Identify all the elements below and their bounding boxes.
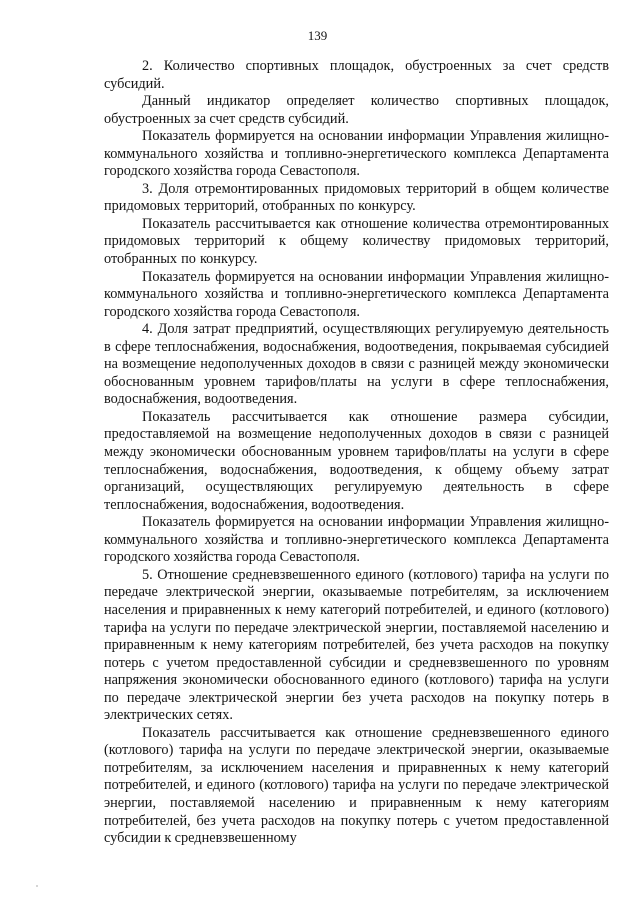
indicator-5-calculation: Показатель рассчитывается как отношение средневзвешенного единого (котлового) тарифа на услуги по передаче электрической энергии, оказываемые потребителям, за исключением населения и приравненных к нему категорий потребителей, и единого (котлового) тарифа на услуги по передаче электрической энергии, поставляемой населению и приравненным к нему категориям потребителей, без учета расходов на покупку потерь с учетом предоставленной субсидии к средневзвешенному bbox=[104, 724, 609, 847]
document-body bbox=[104, 58, 609, 848]
indicator-3-source: Показатель формируется на основании информации Управления жилищно-коммунального хозяйства и топливно-энергетического комплекса Департамента городского хозяйства города Севастополя. bbox=[104, 268, 609, 320]
page-number: 139 bbox=[307, 28, 328, 43]
indicator-2-title: 2. Количество спортивных площадок, обустроенных за счет средств субсидий. bbox=[104, 58, 609, 92]
indicator-2-source: Показатель формируется на основании информации Управления жилищно-коммунального хозяйства и топливно-энергетического комплекса Департамента городского хозяйства города Севастополя. bbox=[104, 128, 609, 180]
indicator-5-title: 5. Отношение средневзвешенного единого (котлового) тарифа на услуги по передаче электрической энергии, оказываемые потребителям, за исключением населения и приравненных к нему категорий потребителей, и единого (котлового) тарифа на услуги по передаче электрической энергии, поставляемой населению и приравненным к нему категориям потребителей, без учета расходов на покупку потерь с учетом предоставленной субсидии и средневзвешенного по уровням напряжения экономически обоснованного единого (котлового) тарифа на услуги по передаче электрической энергии без учета расходов на покупку потерь в электрических сетях. bbox=[104, 566, 609, 724]
indicator-4-source: Показатель формируется на основании информации Управления жилищно-коммунального хозяйства и топливно-энергетического комплекса Департамента городского хозяйства города Севастополя. bbox=[104, 514, 609, 566]
indicator-3-calculation: Показатель рассчитывается как отношение количества отремонтированных придомовых территорий к общему количеству придомовых территорий, отобранных по конкурсу. bbox=[104, 215, 609, 268]
indicator-4-title: 4. Доля затрат предприятий, осуществляющих регулируемую деятельность в сфере теплоснабжения, водоснабжения, водоотведения, покрываемая субсидией на возмещение недополученных доходов в связи с разницей между экономически обоснованным уровнем тарифов/платы на услуги в сфере теплоснабжения, водоснабжения, водоотведения. bbox=[104, 321, 609, 408]
indicator-2-definition: Данный индикатор определяет количество спортивных площадок, обустроенных за счет средств субсидий. bbox=[104, 93, 609, 127]
indicator-4-calculation: Показатель рассчитывается как отношение размера субсидии, предоставляемой на возмещение недополученных доходов в связи с разницей между экономически обоснованным уровнем тарифов/платы на услуги в сфере теплоснабжения, водоснабжения, водоотведения, к общему объему затрат организаций, осуществляющих регулируемую деятельность в сфере теплоснабжения, водоснабжения, водоотведения. bbox=[104, 408, 609, 513]
scan-speck bbox=[36, 885, 38, 887]
indicator-3-title: 3. Доля отремонтированных придомовых территорий в общем количестве придомовых территорий, отобранных по конкурсу. bbox=[104, 180, 609, 215]
